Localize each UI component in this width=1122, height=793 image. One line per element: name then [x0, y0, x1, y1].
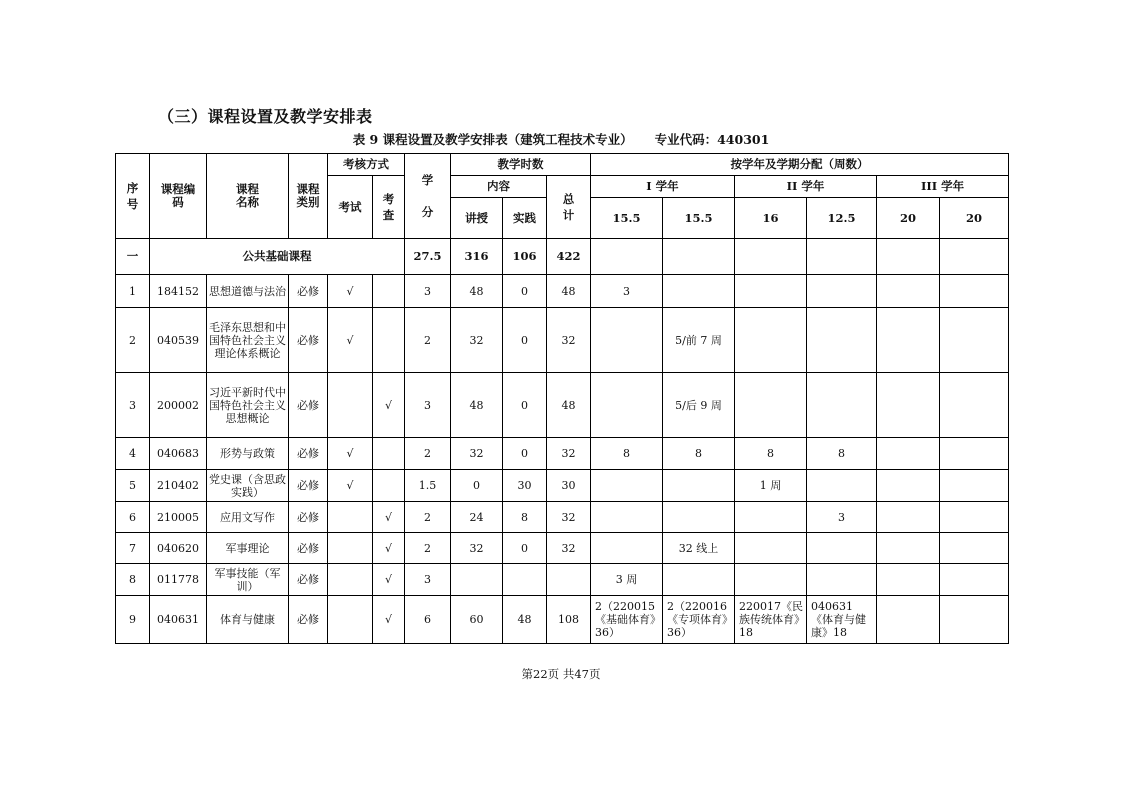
semester-3-cell [735, 275, 807, 308]
semester-2-cell: 8 [663, 438, 735, 470]
semester-5-cell [877, 533, 940, 564]
seq-cell: 9 [116, 596, 150, 644]
practice-hours-cell: 0 [503, 373, 547, 438]
semester-3-cell [735, 373, 807, 438]
semester-4-cell [807, 373, 877, 438]
semester-3-cell: 1 周 [735, 470, 807, 502]
course-name-cell: 军事技能（军训） [207, 564, 289, 596]
header-total: 总 计 [547, 176, 591, 239]
semester-6-cell [940, 373, 1009, 438]
seq-cell: 3 [116, 373, 150, 438]
header-year-2: II 学年 [735, 176, 877, 198]
seq-cell: 2 [116, 308, 150, 373]
header-weeks-s4: 12.5 [807, 198, 877, 239]
semester-5-cell [877, 275, 940, 308]
exam-mark-cell: √ [328, 438, 373, 470]
exam-mark-cell [328, 533, 373, 564]
header-assessment: 考核方式 [328, 154, 405, 176]
credit-cell: 3 [405, 373, 451, 438]
check-mark-cell [373, 438, 405, 470]
semester-5-cell [877, 438, 940, 470]
exam-mark-cell [328, 373, 373, 438]
course-type-cell: 必修 [289, 438, 328, 470]
practice-hours-cell: 0 [503, 308, 547, 373]
course-type-cell: 必修 [289, 308, 328, 373]
lecture-hours-cell: 32 [451, 308, 503, 373]
header-weeks-s1: 15.5 [591, 198, 663, 239]
header-course-code: 课程编 码 [150, 154, 207, 239]
group-total: 422 [547, 239, 591, 275]
credit-cell: 2 [405, 308, 451, 373]
semester-4-cell [807, 275, 877, 308]
table-row [116, 502, 1009, 533]
semester-4-cell: 3 [807, 502, 877, 533]
lecture-hours-cell: 60 [451, 596, 503, 644]
lecture-hours-cell [451, 564, 503, 596]
semester-1-cell: 2（220015《基础体育》36） [591, 596, 663, 644]
semester-6-cell [940, 533, 1009, 564]
semester-4-cell [807, 470, 877, 502]
course-name-cell: 党史课（含思政实践） [207, 470, 289, 502]
practice-hours-cell: 30 [503, 470, 547, 502]
table-row [116, 596, 1009, 644]
credit-cell: 2 [405, 533, 451, 564]
course-type-cell: 必修 [289, 502, 328, 533]
group-s5 [877, 239, 940, 275]
semester-2-cell: 5/前 7 周 [663, 308, 735, 373]
semester-6-cell [940, 564, 1009, 596]
semester-2-cell [663, 275, 735, 308]
group-row [116, 239, 1009, 275]
semester-3-cell [735, 502, 807, 533]
major-code: 专业代码：440301 [654, 132, 770, 147]
course-name-cell: 思想道德与法治 [207, 275, 289, 308]
header-year-3: III 学年 [877, 176, 1009, 198]
credit-cell: 6 [405, 596, 451, 644]
seq-cell: 6 [116, 502, 150, 533]
header-weeks-s5: 20 [877, 198, 940, 239]
semester-2-cell [663, 470, 735, 502]
lecture-hours-cell: 48 [451, 275, 503, 308]
semester-5-cell [877, 596, 940, 644]
semester-1-cell [591, 533, 663, 564]
course-code-cell: 040539 [150, 308, 207, 373]
semester-1-cell: 3 周 [591, 564, 663, 596]
course-name-cell: 习近平新时代中国特色社会主义思想概论 [207, 373, 289, 438]
total-hours-cell: 32 [547, 308, 591, 373]
course-name-cell: 形势与政策 [207, 438, 289, 470]
credit-cell: 3 [405, 564, 451, 596]
credit-cell: 2 [405, 502, 451, 533]
semester-6-cell [940, 502, 1009, 533]
seq-cell: 1 [116, 275, 150, 308]
semester-2-cell [663, 502, 735, 533]
semester-2-cell: 5/后 9 周 [663, 373, 735, 438]
header-teaching-hours: 教学时数 [451, 154, 591, 176]
course-type-cell: 必修 [289, 533, 328, 564]
header-lecture: 讲授 [451, 198, 503, 239]
total-hours-cell: 32 [547, 502, 591, 533]
course-type-cell: 必修 [289, 275, 328, 308]
course-name-cell: 军事理论 [207, 533, 289, 564]
semester-6-cell [940, 308, 1009, 373]
header-weeks-s2: 15.5 [663, 198, 735, 239]
semester-4-cell: 040631《体育与健康》18 [807, 596, 877, 644]
check-mark-cell: √ [373, 373, 405, 438]
practice-hours-cell: 48 [503, 596, 547, 644]
table-caption-title: 表 9 课程设置及教学安排表（建筑工程技术专业） [352, 132, 633, 147]
lecture-hours-cell: 32 [451, 438, 503, 470]
semester-4-cell [807, 533, 877, 564]
header-content: 内容 [451, 176, 547, 198]
semester-3-cell [735, 564, 807, 596]
group-s2 [663, 239, 735, 275]
semester-1-cell [591, 470, 663, 502]
seq-cell: 7 [116, 533, 150, 564]
course-name-cell: 应用文写作 [207, 502, 289, 533]
header-semester-allocation: 按学年及学期分配（周数） [591, 154, 1009, 176]
group-credit: 27.5 [405, 239, 451, 275]
semester-5-cell [877, 470, 940, 502]
practice-hours-cell [503, 564, 547, 596]
semester-6-cell [940, 438, 1009, 470]
header-year-1: I 学年 [591, 176, 735, 198]
check-mark-cell: √ [373, 533, 405, 564]
course-type-cell: 必修 [289, 470, 328, 502]
check-mark-cell: √ [373, 502, 405, 533]
seq-cell: 4 [116, 438, 150, 470]
table-row [116, 275, 1009, 308]
check-mark-cell [373, 308, 405, 373]
table-caption [0, 130, 1122, 148]
semester-4-cell [807, 564, 877, 596]
check-mark-cell: √ [373, 596, 405, 644]
table-body [116, 239, 1009, 644]
semester-5-cell [877, 308, 940, 373]
group-seq: 一 [116, 239, 150, 275]
table-row [116, 438, 1009, 470]
header-exam: 考试 [328, 176, 373, 239]
semester-1-cell: 3 [591, 275, 663, 308]
semester-1-cell [591, 373, 663, 438]
credit-cell: 3 [405, 275, 451, 308]
total-hours-cell: 30 [547, 470, 591, 502]
check-mark-cell: √ [373, 564, 405, 596]
seq-cell: 5 [116, 470, 150, 502]
header-course-name: 课程 名称 [207, 154, 289, 239]
check-mark-cell [373, 275, 405, 308]
semester-5-cell [877, 373, 940, 438]
exam-mark-cell: √ [328, 275, 373, 308]
semester-1-cell: 8 [591, 438, 663, 470]
course-name-cell: 体育与健康 [207, 596, 289, 644]
course-code-cell: 210402 [150, 470, 207, 502]
group-s6 [940, 239, 1009, 275]
table-row [116, 373, 1009, 438]
table-row [116, 308, 1009, 373]
group-s4 [807, 239, 877, 275]
course-code-cell: 040620 [150, 533, 207, 564]
semester-5-cell [877, 564, 940, 596]
semester-1-cell [591, 502, 663, 533]
table-row [116, 533, 1009, 564]
lecture-hours-cell: 0 [451, 470, 503, 502]
total-hours-cell [547, 564, 591, 596]
group-lecture: 316 [451, 239, 503, 275]
group-s1 [591, 239, 663, 275]
semester-3-cell [735, 308, 807, 373]
group-s3 [735, 239, 807, 275]
semester-4-cell: 8 [807, 438, 877, 470]
course-code-cell: 011778 [150, 564, 207, 596]
practice-hours-cell: 0 [503, 438, 547, 470]
seq-cell: 8 [116, 564, 150, 596]
semester-6-cell [940, 596, 1009, 644]
header-practice: 实践 [503, 198, 547, 239]
exam-mark-cell [328, 596, 373, 644]
header-course-type: 课程 类别 [289, 154, 328, 239]
exam-mark-cell: √ [328, 470, 373, 502]
section-title: （三）课程设置及教学安排表 [158, 107, 373, 126]
semester-2-cell: 2（220016《专项体育》36） [663, 596, 735, 644]
exam-mark-cell [328, 564, 373, 596]
semester-2-cell [663, 564, 735, 596]
check-mark-cell [373, 470, 405, 502]
practice-hours-cell: 0 [503, 275, 547, 308]
exam-mark-cell [328, 502, 373, 533]
course-type-cell: 必修 [289, 564, 328, 596]
header-credit: 学 分 [405, 154, 451, 239]
semester-4-cell [807, 308, 877, 373]
course-name-cell: 毛泽东思想和中国特色社会主义理论体系概论 [207, 308, 289, 373]
course-type-cell: 必修 [289, 373, 328, 438]
practice-hours-cell: 8 [503, 502, 547, 533]
page-footer: 第22页 共47页 [521, 667, 601, 681]
semester-6-cell [940, 275, 1009, 308]
total-hours-cell: 108 [547, 596, 591, 644]
course-code-cell: 200002 [150, 373, 207, 438]
lecture-hours-cell: 32 [451, 533, 503, 564]
header-weeks-s3: 16 [735, 198, 807, 239]
header-seq: 序 号 [116, 154, 150, 239]
group-practice: 106 [503, 239, 547, 275]
header-weeks-s6: 20 [940, 198, 1009, 239]
header-check: 考 查 [373, 176, 405, 239]
credit-cell: 1.5 [405, 470, 451, 502]
course-code-cell: 184152 [150, 275, 207, 308]
table-header [116, 154, 1009, 239]
course-type-cell: 必修 [289, 596, 328, 644]
table-row [116, 564, 1009, 596]
semester-3-cell: 8 [735, 438, 807, 470]
table-row [116, 470, 1009, 502]
course-code-cell: 040631 [150, 596, 207, 644]
semester-3-cell [735, 533, 807, 564]
semester-1-cell [591, 308, 663, 373]
semester-2-cell: 32 线上 [663, 533, 735, 564]
lecture-hours-cell: 24 [451, 502, 503, 533]
practice-hours-cell: 0 [503, 533, 547, 564]
course-code-cell: 210005 [150, 502, 207, 533]
group-name: 公共基础课程 [150, 239, 405, 275]
total-hours-cell: 32 [547, 438, 591, 470]
semester-3-cell: 220017《民族传统体育》18 [735, 596, 807, 644]
total-hours-cell: 32 [547, 533, 591, 564]
course-schedule-table [115, 153, 1009, 644]
total-hours-cell: 48 [547, 373, 591, 438]
lecture-hours-cell: 48 [451, 373, 503, 438]
credit-cell: 2 [405, 438, 451, 470]
semester-5-cell [877, 502, 940, 533]
semester-6-cell [940, 470, 1009, 502]
course-code-cell: 040683 [150, 438, 207, 470]
exam-mark-cell: √ [328, 308, 373, 373]
total-hours-cell: 48 [547, 275, 591, 308]
